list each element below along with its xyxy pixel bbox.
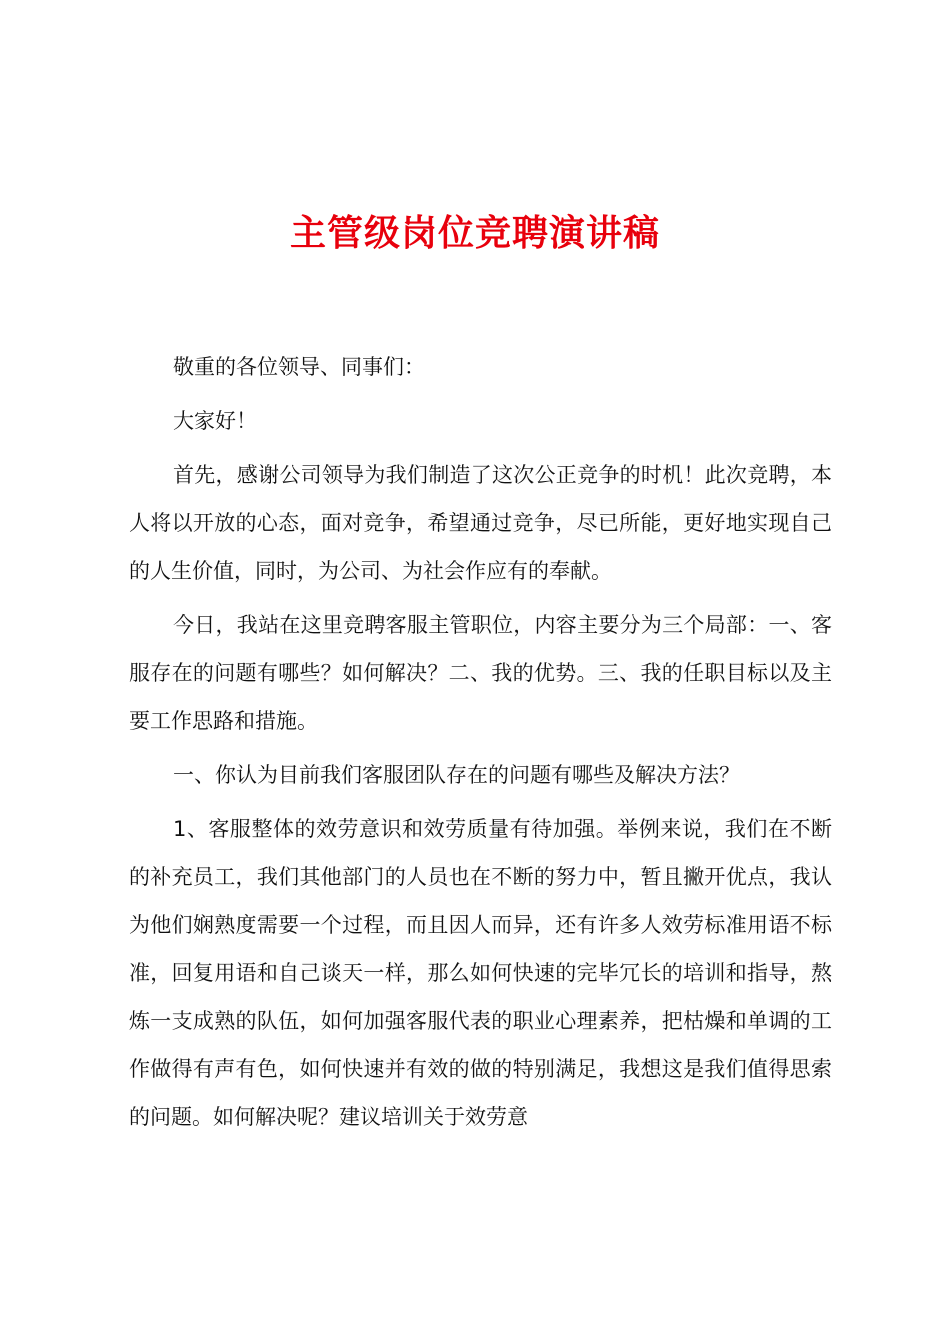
greeting: 大家好！ [173,409,257,433]
document-body [129,343,832,1147]
section-heading-1: 一、你认为目前我们客服团队存在的问题有哪些及解决方法？ [173,763,740,787]
paragraph-intro: 首先，感谢公司领导为我们制造了这次公正竞争的时机！此次竞聘，本人将以开放的心态，面对竞争，希望通过竞争，尽已所能，更好地实现自己的人生价值，同时，为公司、为社会作应有的奉献。 [129,463,832,583]
salutation: 敬重的各位领导、同事们： [173,355,425,379]
paragraph-point-1: 1、客服整体的效劳意识和效劳质量有待加强。举例来说，我们在不断的补充员工，我们其他部门的人员也在不断的努力中，暂且撇开优点，我认为他们娴熟度需要一个过程，而且因人而异，还有许多人效劳标准用语不标准，回复用语和自己谈天一样，那么如何快速的完毕冗长的培训和指导，熬炼一支成熟的队伍，如何加强客服代表的职业心理素养，把枯燥和单调的工作做得有声有色，如何快速并有效的做的特别满足，我想这是我们值得思索的问题。如何解决呢？建议培训关于效劳意 [129,817,832,1129]
paragraph-outline: 今日，我站在这里竞聘客服主管职位，内容主要分为三个局部：一、客服存在的问题有哪些？如何解决？二、我的优势。三、我的任职目标以及主要工作思路和措施。 [129,613,832,733]
document-title: 主管级岗位竞聘演讲稿 [289,212,660,254]
